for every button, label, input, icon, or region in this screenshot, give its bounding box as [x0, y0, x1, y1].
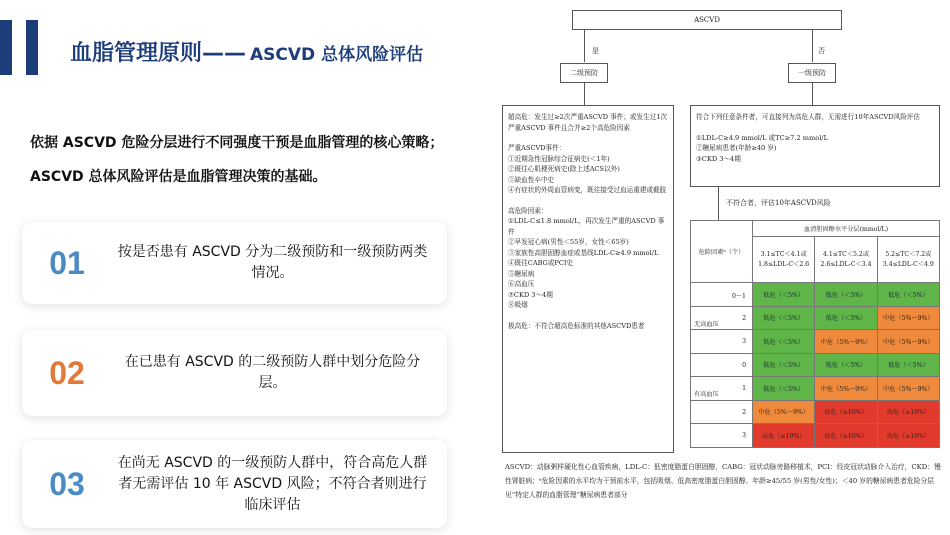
col-header: 5.2≤TC＜7.2或3.4≤LDL-C＜4.9	[877, 237, 939, 283]
count-value: 3	[742, 338, 746, 345]
left-line: ①近期急性冠脉综合征病史(＜1年)	[508, 154, 610, 163]
risk-grid-row	[691, 283, 940, 307]
card-number: 03	[49, 465, 85, 502]
figure-footnote: ASCVD：动脉粥样硬化性心血管疾病，LDL-C：低密度脂蛋白胆固醇，CABG：冠状动脉旁路移植术，PCI：经皮冠状动脉介入治疗，CKD：慢性肾脏病；ᵃ危险因素的水平均为干预前水平，包括吸烟、低高密度脂蛋白胆固醇、年龄≥45/55 岁(男性/女性)；＜40 岁的糖尿病患者危险分层见“特定人群的血脂管理”糖尿病患者部分	[505, 463, 941, 499]
risk-factor-count	[691, 353, 753, 377]
left-line: ⑤糖尿病	[508, 269, 535, 278]
card-number: 01	[49, 244, 85, 281]
col-header: 4.1≤TC＜5.2或2.6≤LDL-C＜3.4	[815, 237, 877, 283]
left-line: ⑧吸烟	[508, 301, 528, 309]
risk-grid-row	[691, 353, 940, 377]
spacer	[508, 196, 668, 206]
left-line: 严重ASCVD事件：	[508, 144, 566, 152]
left-line: ②既往心肌梗死病史(除上述ACS以外)	[508, 165, 620, 173]
left-line: ⑦CKD 3～4期	[508, 290, 553, 299]
right-line: ②糖尿病患者(年龄≥40 岁)	[696, 144, 777, 152]
risk-factor-count	[691, 306, 753, 330]
risk-factor-header: 危险因素ᵃ（个）	[691, 221, 753, 283]
accent-bar-left	[0, 20, 12, 75]
connector	[718, 187, 719, 220]
flow-box-ascvd: ASCVD	[572, 10, 842, 30]
risk-cell: 低危（＜5%）	[753, 330, 815, 354]
left-line: 极高危：不符合超高危标准的其他ASCVD患者	[508, 321, 645, 330]
left-line: ②早发冠心病(男性＜55岁，女性＜65岁)	[508, 238, 629, 246]
risk-cell: 高危（≥10%）	[815, 400, 877, 424]
right-line: ①LDL-C≥4.9 mmol/L 或TC≥7.2 mmol/L	[696, 133, 828, 142]
risk-cell: 低危（＜5%）	[815, 353, 877, 377]
risk-cell: 低危（＜5%）	[877, 283, 939, 307]
risk-grid-table	[690, 220, 940, 448]
group-label: 有高血压	[694, 391, 719, 398]
intro-line-2: ASCVD 总体风险评估是血脂管理决策的基础。	[30, 169, 327, 185]
risk-cell: 低危（＜5%）	[815, 283, 877, 307]
card-text: 在尚无 ASCVD 的一级预防人群中，符合高危人群者无需评估 10 年 ASCVD 风险；不符合者则进行临床评估	[117, 454, 428, 513]
connector	[584, 83, 585, 105]
point-card-02	[22, 330, 447, 416]
card-text: 按是否患有 ASCVD 分为二级预防和一级预防两类情况。	[117, 244, 428, 281]
point-card-03	[22, 440, 447, 528]
ascvd-flowchart-figure	[500, 8, 945, 528]
right-line: 符合下列任意条件者，可直接列为高危人群，无需进行10年ASCVD风险评估	[696, 113, 920, 121]
count-value: 2	[742, 408, 746, 416]
left-line: ③缺血性卒中史	[508, 175, 555, 184]
left-line: ④既往CABG或PCI史	[508, 259, 574, 267]
count-value: 3	[742, 432, 746, 439]
risk-factor-count	[691, 283, 753, 307]
risk-cell: 中危（5%～9%）	[877, 330, 939, 354]
secondary-risk-box	[502, 105, 674, 453]
group-label: 无高血压	[694, 320, 719, 328]
risk-grid-row	[691, 330, 940, 354]
count-value: 0～1	[731, 293, 746, 300]
card-text: 在已患有 ASCVD 的二级预防人群中划分危险分层。	[124, 354, 421, 391]
risk-cell: 低危（＜5%）	[753, 377, 815, 401]
connector	[812, 30, 813, 62]
risk-cell: 高危（≥10%）	[877, 424, 939, 448]
spacer	[508, 311, 668, 321]
flow-box-primary: 一级预防	[788, 63, 836, 83]
risk-grid-row	[691, 306, 940, 330]
connector	[812, 83, 813, 105]
risk-factor-count	[691, 400, 753, 424]
flow-box-secondary: 二级预防	[560, 63, 608, 83]
risk-grid-row	[691, 424, 940, 448]
risk-grid-row	[691, 377, 940, 401]
count-value: 2	[742, 314, 746, 322]
risk-cell: 高危（≥10%）	[753, 424, 815, 448]
page-title	[70, 36, 423, 67]
eval-label: 不符合者，评估10年ASCVD风险	[726, 199, 831, 207]
title-main: 血脂管理原则——	[70, 41, 247, 66]
primary-highrisk-box	[690, 105, 940, 187]
title-subtitle: ASCVD 总体风险评估	[250, 45, 424, 65]
risk-cell: 低危（＜5%）	[753, 353, 815, 377]
connector	[584, 30, 585, 62]
intro-line-1: 依据 ASCVD 危险分层进行不同强度干预是血脂管理的核心策略；	[30, 135, 444, 151]
count-value: 0	[742, 361, 746, 369]
left-line: ⑥高血压	[508, 280, 535, 288]
left-line: 高危险因素：	[508, 206, 548, 215]
risk-factor-count	[691, 424, 753, 448]
risk-cell: 中危（5%～9%）	[877, 377, 939, 401]
spacer	[696, 123, 934, 133]
risk-cell: 中危（5%～9%）	[877, 306, 939, 330]
left-line: ③家族性高胆固醇血症或基线LDL-C≥4.9 mmol/L	[508, 248, 659, 257]
col-header: 3.1≤TC＜4.1或1.8≤LDL-C＜2.6	[753, 237, 815, 283]
left-line: ④有症状的外周血管病变，既往接受过血运重建或截肢	[508, 186, 667, 194]
risk-factor-count	[691, 377, 753, 401]
accent-bar-right	[26, 20, 38, 75]
intro-text	[30, 126, 475, 194]
risk-cell: 低危（＜5%）	[815, 306, 877, 330]
risk-cell: 低危（＜5%）	[753, 306, 815, 330]
risk-factor-count	[691, 330, 753, 354]
left-line: 超高危：发生过≥2次严重ASCVD 事件；或发生过1次	[508, 113, 668, 121]
left-line: 严重ASCVD 事件且合并≥2个高危险因素	[508, 123, 630, 132]
label-yes: 是	[592, 47, 599, 55]
right-line: ③CKD 3～4期	[696, 154, 741, 163]
card-number: 02	[49, 354, 85, 391]
count-value: 1	[742, 385, 746, 392]
point-card-01	[22, 222, 447, 304]
risk-cell: 低危（＜5%）	[877, 353, 939, 377]
risk-cell: 高危（≥10%）	[815, 424, 877, 448]
spacer	[508, 133, 668, 143]
risk-cell: 低危（＜5%）	[753, 283, 815, 307]
left-line: ①LDL-C≤1.8 mmol/L，再次发生严重的ASCVD 事件	[508, 217, 665, 236]
label-no: 否	[818, 47, 825, 55]
cholesterol-header: 血清胆固醇水平分层(mmol/L)	[753, 221, 940, 237]
risk-cell: 高危（≥10%）	[877, 400, 939, 424]
risk-grid-row	[691, 400, 940, 424]
risk-cell: 中危（5%～9%）	[753, 400, 815, 424]
risk-cell: 中危（5%～9%）	[815, 330, 877, 354]
risk-cell: 中危（5%～9%）	[815, 377, 877, 401]
